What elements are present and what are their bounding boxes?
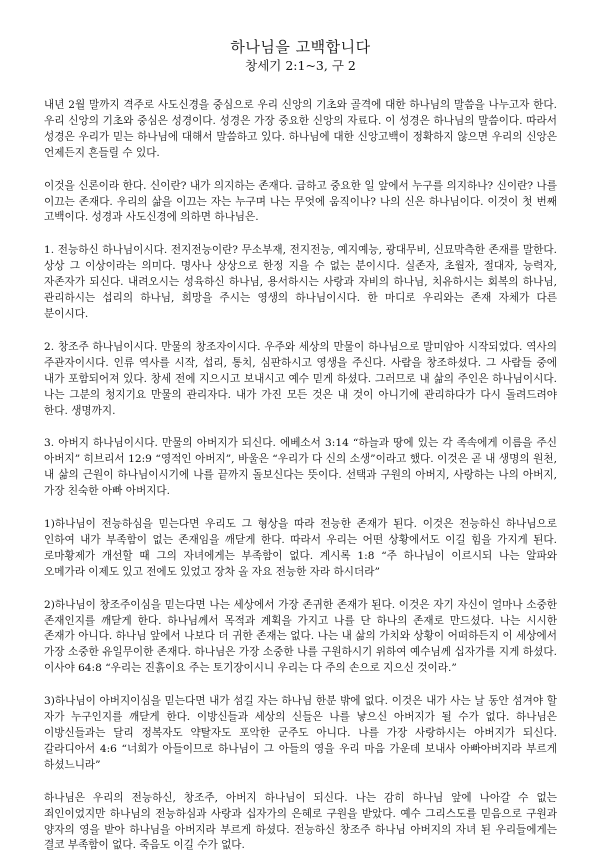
paragraph-application-3: 3)하나님이 아버지이심을 믿는다면 내가 섬길 자는 하나님 한분 밖에 없다. 이것은 내가 사는 날 동안 섬겨야 할 자가 누구인지를 깨닫게 한다. 이방신들과 세상의 신들은 나를 낳으신 아버지가 될 수가 없다. 하나님은 이방신들과는 달리 정복자도 약탈자도 포악한 군주도 아니다. 나를 가장 사랑하시는 아버지가 되신다. 갈라디아서 4:6 “너희가 아들이므로 하나님이 그 아들의 영을 우리 마음 가운데 보내사 아빠아버지라 부르게 하셨느니라” bbox=[44, 695, 557, 771]
paragraph-point-2: 2. 창조주 하나님이시다. 만물의 창조자이시다. 우주와 세상의 만물이 하나님으로 말미암아 시작되었다. 역사의 주관자이시다. 인류 역사를 시작, 섭리, 통치, 심판하시고 영생을 주신다. 사람을 창조하셨다. 그 사람들 중에 내가 포함되어져 있다. 창세 전에 지으시고 보내시고 예수 믿게 하셨다. 그러므로 내 삶의 주인은 하나님이시다. 나는 그분의 청지기요 만물의 관리자다. 내가 가진 모든 것은 내 것이 아니기에 관리하다가 다시 돌려드려야 한다. 생명까지. bbox=[44, 340, 557, 417]
paragraph-theology: 이것을 신론이라 한다. 신이란? 내가 의지하는 존재다. 급하고 중요한 일 앞에서 누구를 의지하나? 신이란? 나를 이끄는 존재다. 우리의 삶을 이끄는 자는 누구며 나는 무엇에 움직이나? 나의 신은 하나님이다. 이것이 첫 번째 고백이다. 성경과 사도신경에 의하면 하나님은. bbox=[44, 179, 557, 224]
paragraph-intro: 내년 2월 말까지 격주로 사도신경을 중심으로 우리 신앙의 기초와 골격에 대한 하나님의 말씀을 나누고자 한다. 우리 신앙의 기초와 중심은 성경이다. 성경은 가장 중요한 신앙의 자료다. 이 성경은 하나님의 말씀이다. 따라서 성경은 우리가 믿는 하나님에 대해서 말씀하고 있다. 하나님에 대한 신앙고백이 정확하지 않으면 우리의 신앙은 언제든지 흔들릴 수 있다. bbox=[44, 99, 557, 159]
sermon-title: 하나님을 고백합니다 bbox=[230, 38, 371, 56]
scripture-reference: 창세기 2:1~3, 구 2 bbox=[245, 58, 356, 73]
paragraph-application-2: 2)하나님이 창조주이심을 믿는다면 나는 세상에서 가장 존귀한 존재가 된다. 이것은 자기 자신이 얼마나 소중한 존재인지를 깨닫게 한다. 하나님께서 목적과 계획을 가지고 나를 단 하나의 존재로 만드셨다. 나는 시시한 존재가 아니다. 하나님 앞에서 나보다 더 귀한 존재는 없다. 나는 내 삶의 가치와 상황이 어떠하든지 이 세상에서 가장 소중한 유일무이한 존재다. 하나님은 가장 소중한 나를 구원하시기 위하여 예수님께 십자가를 지게 하셨다. 이사야 64:8 “우리는 진흙이요 주는 토기장이시니 우리는 다 주의 손으로 지으신 것이라.” bbox=[44, 598, 557, 675]
paragraph-conclusion: 하나님은 우리의 전능하신, 창조주, 아버지 하나님이 되신다. 나는 감히 하나님 앞에 나아갈 수 없는 죄인이었지만 하나님의 전능하심과 사랑과 십자가의 은혜로 구원을 받았다. 예수 그리스도를 믿음으로 구원과 양자의 영을 받아 하나님을 아버지라 부르게 하셨다. 전능하신 창조주 하나님 아버지의 자녀 된 우리들에게는 결코 부족함이 없다. 죽음도 이길 수가 없다. bbox=[44, 791, 557, 852]
paragraph-application-1: 1)하나님이 전능하심을 믿는다면 우리도 그 형상을 따라 전능한 존재가 된다. 이것은 전능하신 하나님으로 인하여 내가 부족함이 없는 존재임을 깨닫게 한다. 따라서 우리는 어떤 상황에서도 이길 힘을 가지게 된다. 로마황제가 개선할 때 그의 자녀에게는 부족함이 없다. 계시록 1:8 “주 하나님이 이르시되 나는 알파와 오메가라 이제도 있고 전에도 있었고 장차 올 자요 전능한 자라 하시더라” bbox=[44, 518, 557, 578]
paragraph-point-1: 1. 전능하신 하나님이시다. 전지전능이란? 무소부재, 전지전능, 예지예능, 광대무비, 신묘막측한 존재를 말한다. 상상 그 이상이라는 의미다. 명사나 상상으로 한정 지을 수 없는 분이시다. 실존자, 초월자, 절대자, 능력자, 자존자가 되신다. 내려오시는 성육하신 하나님, 용서하시는 사랑과 자비의 하나님, 치유하시는 회복의 하나님, 관리하시는 섭리의 하나님, 희망을 주시는 영생의 하나님이시다. 한 마디로 우리와는 존재 자체가 다른 분이시다. bbox=[44, 244, 557, 320]
paragraph-point-3: 3. 아버지 하나님이시다. 만물의 아버지가 되신다. 에베소서 3:14 “하늘과 땅에 있는 각 족속에게 이름을 주신 아버지” 히브리서 12:9 “영적인 아버지”, 바울은 “우리가 다 신의 소생”이라고 했다. 이것은 곧 내 생명의 원천, 내 삶의 근원이 하나님이시기에 나를 끝까지 돌보신다는 뜻이다. 선택과 구원의 아버지, 사랑하는 나의 아버지, 가장 친숙한 아빠 아버지다. bbox=[44, 437, 557, 498]
